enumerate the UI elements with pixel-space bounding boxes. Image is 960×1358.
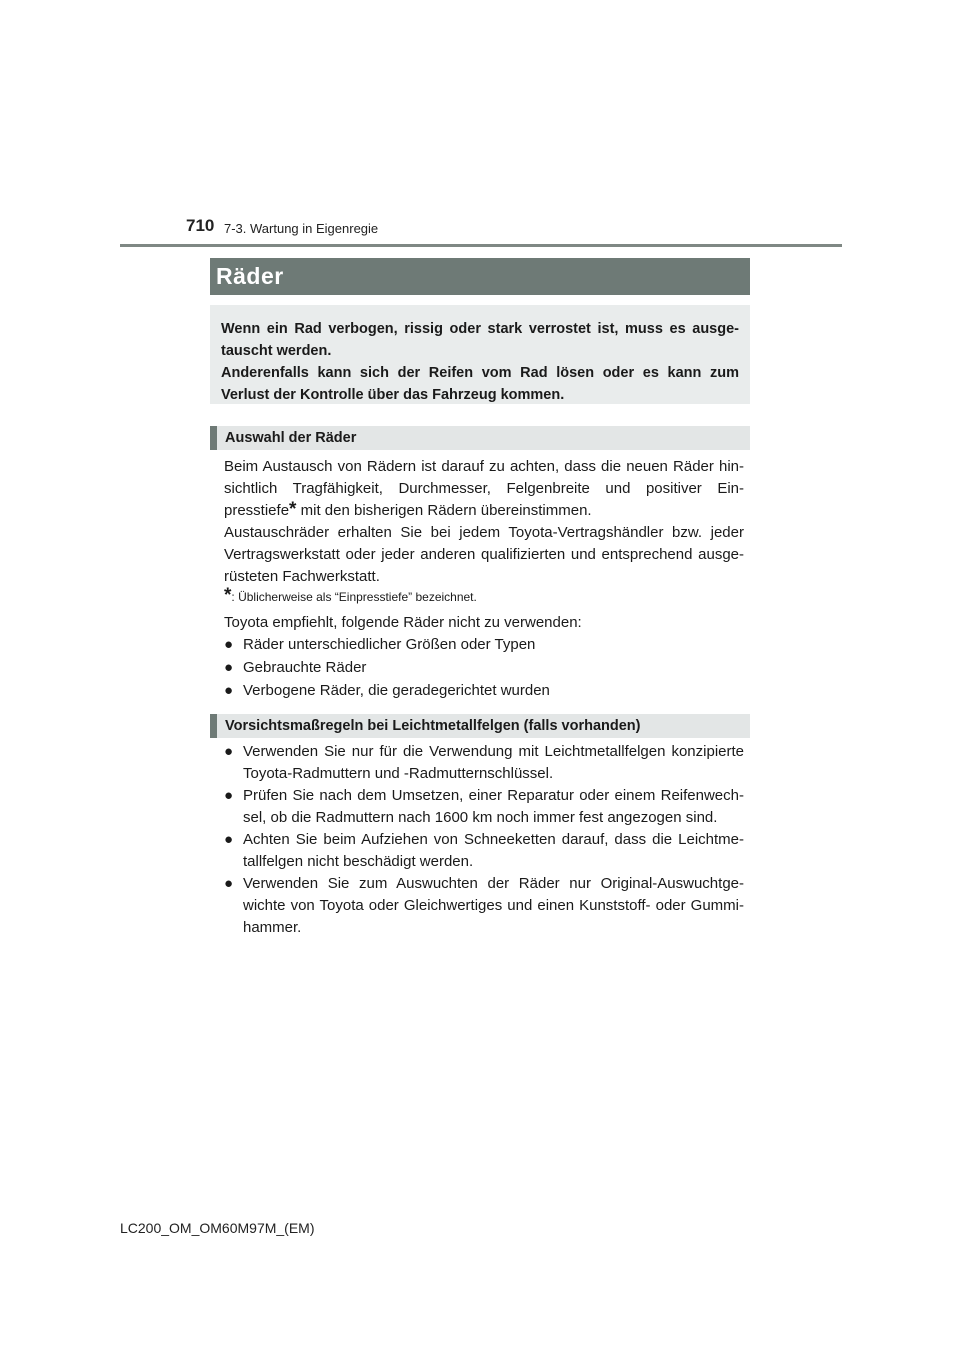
list-item-text: Räder unterschiedlicher Größen oder Typen xyxy=(243,636,536,653)
list-item xyxy=(224,829,744,873)
list-item-text: Achten Sie beim Aufziehen von Schneeketten darauf, dass die Leichtme-tallfelgen nicht beschädigt werden. xyxy=(243,831,744,870)
section-heading-alloy-wheels: Vorsichtsmaßregeln bei Leichtmetallfelgen (falls vorhanden) xyxy=(210,714,750,738)
list-item xyxy=(224,634,744,656)
list-item-text: Verwenden Sie zum Auswuchten der Räder nur Original-Auswuchtge-wichte von Toyota oder Gleichwertiges und einen Kunststoff- oder Gummi-hammer. xyxy=(243,875,744,936)
section-label: 7-3. Wartung in Eigenregie xyxy=(224,221,379,236)
footer-document-code: LC200_OM_OM60M97M_(EM) xyxy=(120,1220,315,1236)
bullet-icon: ● xyxy=(224,659,234,676)
footnote xyxy=(224,585,744,606)
alloy-precautions-list xyxy=(224,741,744,939)
recommendation-text: Toyota empfiehlt, folgende Räder nicht zu verwenden: xyxy=(224,614,582,631)
selection-paragraph xyxy=(224,456,744,522)
list-item xyxy=(224,680,744,702)
list-item xyxy=(224,741,744,785)
bullet-icon: ● xyxy=(224,636,234,653)
bullet-icon: ● xyxy=(224,787,234,804)
dealer-paragraph: Austauschräder erhalten Sie bei jedem Toyota-Vertragshändler bzw. jeder Vertragswerkstatt oder jeder anderen qualifizierten und entsprechend ausge-rüsteten Fachwerkstatt. xyxy=(224,524,744,585)
footnote-text: : Üblicherweise als “Einpresstiefe” bezeichnet. xyxy=(231,590,477,604)
selection-text-end: mit den bisherigen Rädern übereinstimmen. xyxy=(296,502,592,519)
list-item-text: Verwenden Sie nur für die Verwendung mit Leichtmetallfelgen konzipierte Toyota-Radmuttern und -Radmutternschlüssel. xyxy=(243,743,744,782)
list-item-text: Prüfen Sie nach dem Umsetzen, einer Reparatur oder einem Reifenwech-sel, ob die Radmuttern nach 1600 km noch immer fest angezogen sind. xyxy=(243,787,744,826)
not-recommended-list xyxy=(224,634,744,702)
intro-consequence: Anderenfalls kann sich der Reifen vom Rad lösen oder es kann zum Verlust der Kontrolle über das Fahrzeug kommen. xyxy=(221,365,739,403)
list-item-text: Gebrauchte Räder xyxy=(243,659,367,676)
intro-warning: Wenn ein Rad verbogen, rissig oder stark verrostet ist, muss es ausge-tauscht werden. xyxy=(221,321,739,359)
selection-text-start: Beim Austausch von Rädern ist darauf zu achten, dass die neuen Räder hin-sichtlich Tragfähigkeit, Durchmesser, Felgenbreite und positiver Ein-presstiefe xyxy=(224,458,744,519)
list-item xyxy=(224,657,744,679)
bullet-icon: ● xyxy=(224,743,234,760)
page-number: 710 xyxy=(186,216,215,235)
asterisk-mark: * xyxy=(289,499,297,520)
wheel-selection-text xyxy=(224,456,744,588)
list-item xyxy=(224,785,744,829)
section-heading-wheel-selection: Auswahl der Räder xyxy=(210,426,750,450)
bullet-icon: ● xyxy=(224,875,234,892)
intro-box xyxy=(210,305,750,404)
bullet-icon: ● xyxy=(224,831,234,848)
list-item xyxy=(224,873,744,939)
list-item-text: Verbogene Räder, die geradegerichtet wurden xyxy=(243,682,550,699)
page-title: Räder xyxy=(210,258,750,295)
header-rule xyxy=(120,244,842,247)
bullet-icon: ● xyxy=(224,682,234,699)
footnote-asterisk: * xyxy=(224,585,232,606)
